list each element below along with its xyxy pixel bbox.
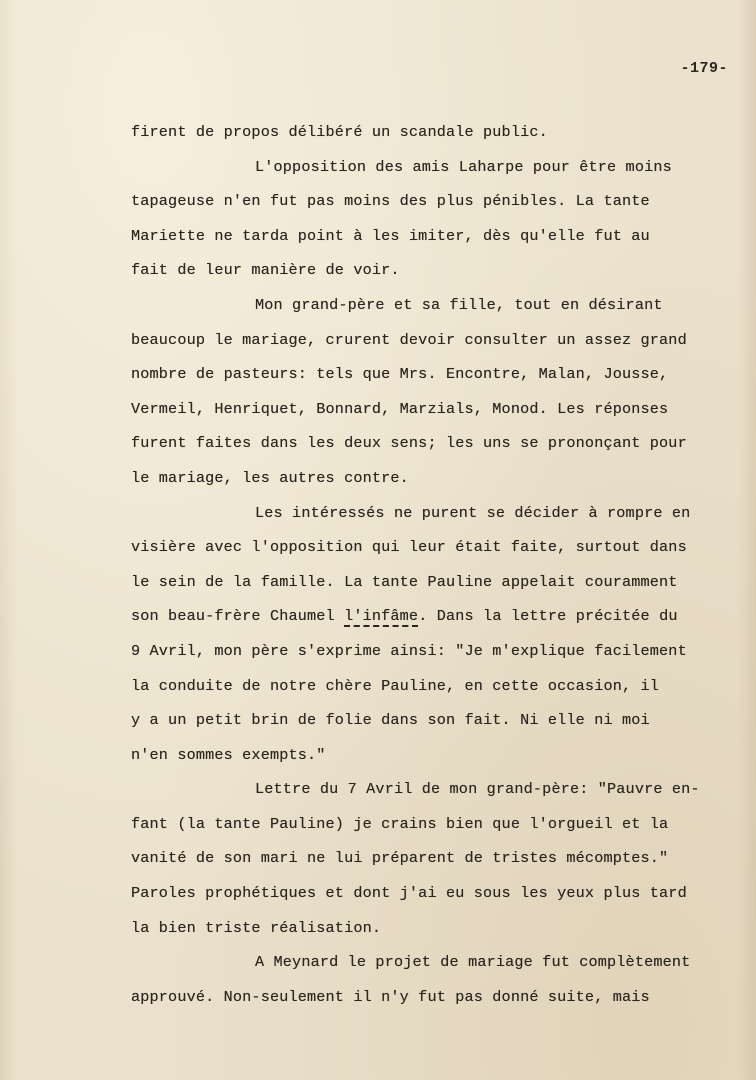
text-line: Mon grand-père et sa fille, tout en désirant — [255, 295, 663, 314]
text-line: fait de leur manière de voir. — [131, 261, 400, 280]
text-line: y a un petit brin de folie dans son fait. Ni elle ni moi — [131, 711, 650, 730]
text-line: tapageuse n'en fut pas moins des plus pénibles. La tante — [131, 192, 650, 211]
text-line: fant (la tante Pauline) je crains bien que l'orgueil et la — [131, 814, 669, 833]
text-segment: . Dans la lettre précitée du — [418, 607, 678, 626]
page-number: -179- — [680, 60, 728, 77]
text-line: Paroles prophétiques et dont j'ai eu sous les yeux plus tard — [131, 884, 687, 903]
text-line: Mariette ne tarda point à les imiter, dès qu'elle fut au — [131, 226, 650, 245]
text-line: Vermeil, Henriquet, Bonnard, Marzials, Monod. Les réponses — [131, 399, 669, 418]
underlined-word: l'infâme — [344, 607, 419, 626]
text-line: la bien triste réalisation. — [131, 918, 382, 937]
text-line: vanité de son mari ne lui préparent de tristes mécomptes." — [131, 849, 669, 868]
text-line: furent faites dans les deux sens; les uns se prononçant pour — [131, 434, 687, 453]
text-line: nombre de pasteurs: tels que Mrs. Encontre, Malan, Jousse, — [131, 365, 669, 384]
text-line: Les intéressés ne purent se décider à rompre en — [255, 503, 691, 522]
text-line: le sein de la famille. La tante Pauline appelait couramment — [131, 572, 678, 591]
text-line: le mariage, les autres contre. — [131, 468, 409, 487]
body-text — [131, 115, 751, 1014]
text-line: n'en sommes exempts." — [131, 745, 326, 764]
text-line: 9 Avril, mon père s'exprime ainsi: "Je m'explique facilement — [131, 641, 687, 660]
text-line: visière avec l'opposition qui leur était faite, surtout dans — [131, 538, 687, 557]
text-line: A Meynard le projet de mariage fut complètement — [255, 953, 691, 972]
text-line: L'opposition des amis Laharpe pour être moins — [255, 157, 672, 176]
text-line: approuvé. Non-seulement il n'y fut pas donné suite, mais — [131, 987, 650, 1006]
text-line — [131, 599, 751, 634]
text-line: beaucoup le mariage, crurent devoir consulter un assez grand — [131, 330, 687, 349]
text-line: firent de propos délibéré un scandale public. — [131, 123, 548, 141]
text-line: Lettre du 7 Avril de mon grand-père: "Pauvre en- — [255, 780, 700, 799]
text-segment: son beau-frère Chaumel — [131, 607, 345, 626]
text-line: la conduite de notre chère Pauline, en cette occasion, il — [131, 676, 660, 695]
